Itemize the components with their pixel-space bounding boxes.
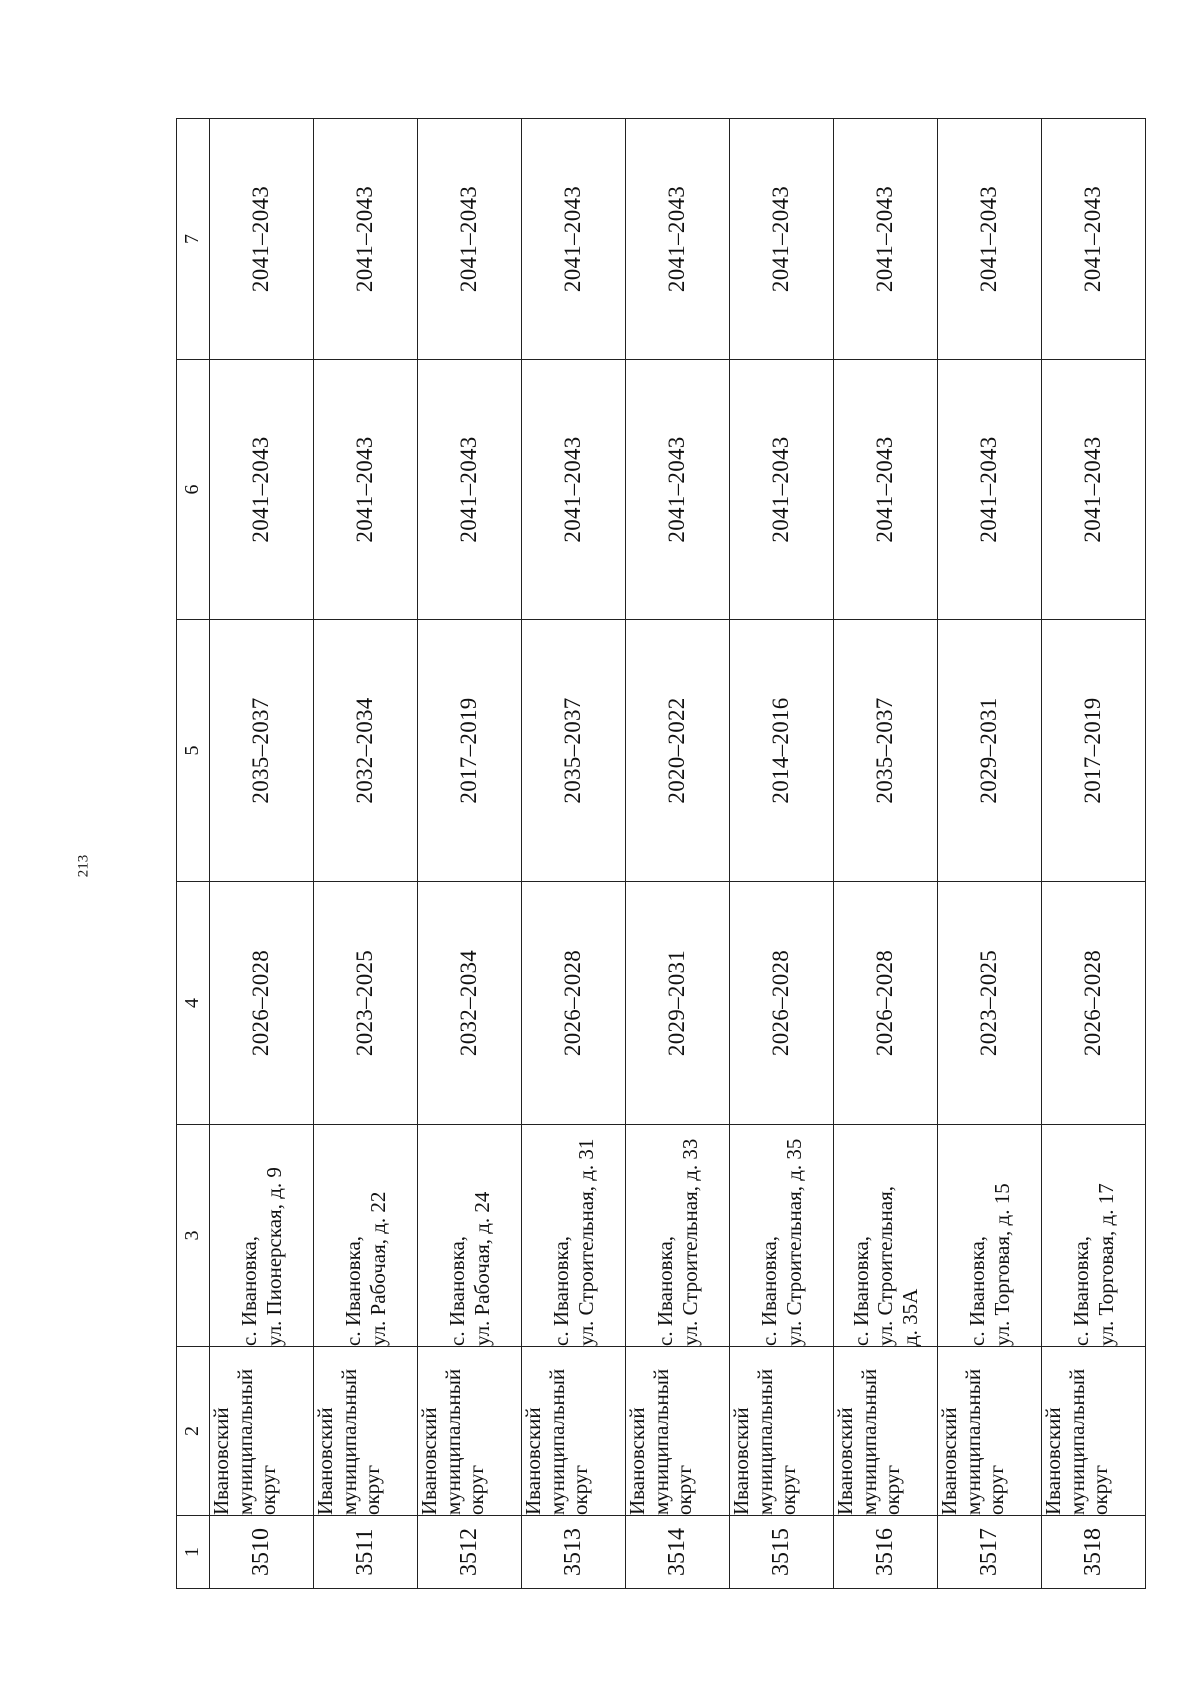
table-row: [834, 119, 938, 1589]
table-row: [1042, 119, 1146, 1589]
district-line: муниципальный: [336, 1368, 361, 1515]
period-cell: 2017–2019: [418, 620, 522, 882]
address-line: ул. Строительная,: [873, 1186, 898, 1346]
table-row: [314, 119, 418, 1589]
row-number: 3514: [626, 1516, 730, 1589]
row-number: 3510: [210, 1516, 314, 1589]
period-cell: 2041–2043: [522, 119, 626, 360]
period-cell: 2035–2037: [834, 620, 938, 882]
district-cell: [210, 1347, 314, 1516]
page-number: 213: [75, 854, 92, 878]
period-cell: 2041–2043: [938, 119, 1042, 360]
district-cell: [1042, 1347, 1146, 1516]
district-cell: [626, 1347, 730, 1516]
district-line: округ: [256, 1464, 281, 1515]
address-line: с. Ивановка,: [757, 1235, 782, 1346]
district-line: Ивановский: [1041, 1407, 1065, 1515]
address-line: с. Ивановка,: [1069, 1235, 1094, 1346]
district-cell: [730, 1347, 834, 1516]
district-line: округ: [360, 1464, 385, 1515]
row-number: 3512: [418, 1516, 522, 1589]
period-cell: 2041–2043: [522, 360, 626, 620]
column-header-5: 5: [177, 620, 210, 882]
district-line: Ивановский: [521, 1407, 545, 1515]
district-line: муниципальный: [856, 1368, 881, 1515]
address-line: ул. Строительная, д. 33: [677, 1138, 702, 1346]
address-line: ул. Рабочая, д. 22: [365, 1191, 390, 1346]
address-line: с. Ивановка,: [237, 1235, 262, 1346]
period-cell: 2026–2028: [522, 882, 626, 1125]
district-line: округ: [568, 1464, 593, 1515]
address-line: с. Ивановка,: [341, 1235, 366, 1346]
period-cell: 2041–2043: [626, 360, 730, 620]
address-cell: [834, 1125, 938, 1347]
district-line: Ивановский: [209, 1407, 233, 1515]
column-header-6: 6: [177, 360, 210, 620]
period-cell: 2029–2031: [626, 882, 730, 1125]
district-cell: [938, 1347, 1042, 1516]
address-line: с. Ивановка,: [849, 1235, 874, 1346]
period-cell: 2026–2028: [1042, 882, 1146, 1125]
period-cell: 2041–2043: [834, 360, 938, 620]
period-cell: 2041–2043: [626, 119, 730, 360]
district-line: округ: [464, 1464, 489, 1515]
period-cell: 2041–2043: [730, 360, 834, 620]
address-cell: [418, 1125, 522, 1347]
row-number: 3516: [834, 1516, 938, 1589]
district-line: округ: [672, 1464, 697, 1515]
district-line: Ивановский: [833, 1407, 857, 1515]
table-row: [938, 119, 1042, 1589]
period-cell: 2017–2019: [1042, 620, 1146, 882]
address-cell: [938, 1125, 1042, 1347]
period-cell: 2041–2043: [938, 360, 1042, 620]
period-cell: 2041–2043: [1042, 360, 1146, 620]
period-cell: 2041–2043: [1042, 119, 1146, 360]
district-line: округ: [984, 1464, 1009, 1515]
table-row: [730, 119, 834, 1589]
address-line: ул. Торговая, д. 17: [1093, 1183, 1118, 1346]
district-line: муниципальный: [440, 1368, 465, 1515]
district-line: муниципальный: [752, 1368, 777, 1515]
period-cell: 2041–2043: [210, 119, 314, 360]
address-line: с. Ивановка,: [965, 1235, 990, 1346]
header-row: [177, 119, 210, 1589]
register-table: [176, 118, 1146, 1589]
row-number: 3513: [522, 1516, 626, 1589]
period-cell: 2041–2043: [418, 119, 522, 360]
table-container: [176, 119, 1144, 1589]
column-header-3: 3: [177, 1125, 210, 1347]
table-body: [210, 119, 1146, 1589]
row-number: 3517: [938, 1516, 1042, 1589]
district-line: округ: [880, 1464, 905, 1515]
district-line: муниципальный: [544, 1368, 569, 1515]
address-line: ул. Рабочая, д. 24: [469, 1191, 494, 1346]
district-line: Ивановский: [625, 1407, 649, 1515]
district-line: муниципальный: [960, 1368, 985, 1515]
district-line: Ивановский: [937, 1407, 961, 1515]
period-cell: 2026–2028: [834, 882, 938, 1125]
district-line: муниципальный: [1064, 1368, 1089, 1515]
period-cell: 2014–2016: [730, 620, 834, 882]
period-cell: 2026–2028: [730, 882, 834, 1125]
table-row: [626, 119, 730, 1589]
row-number: 3518: [1042, 1516, 1146, 1589]
address-cell: [1042, 1125, 1146, 1347]
period-cell: 2032–2034: [418, 882, 522, 1125]
period-cell: 2023–2025: [314, 882, 418, 1125]
period-cell: 2035–2037: [522, 620, 626, 882]
address-line: д. 35А: [897, 1288, 922, 1346]
district-line: округ: [776, 1464, 801, 1515]
address-line: ул. Торговая, д. 15: [989, 1183, 1014, 1346]
address-line: с. Ивановка,: [653, 1235, 678, 1346]
table-row: [210, 119, 314, 1589]
period-cell: 2029–2031: [938, 620, 1042, 882]
period-cell: 2041–2043: [834, 119, 938, 360]
column-header-4: 4: [177, 882, 210, 1125]
address-line: с. Ивановка,: [445, 1235, 470, 1346]
address-line: ул. Строительная, д. 35: [781, 1138, 806, 1346]
column-header-2: 2: [177, 1347, 210, 1516]
address-line: с. Ивановка,: [549, 1235, 574, 1346]
period-cell: 2041–2043: [730, 119, 834, 360]
column-header-1: 1: [177, 1516, 210, 1589]
table-row: [418, 119, 522, 1589]
district-line: муниципальный: [232, 1368, 257, 1515]
address-cell: [730, 1125, 834, 1347]
period-cell: 2041–2043: [314, 360, 418, 620]
period-cell: 2035–2037: [210, 620, 314, 882]
district-line: Ивановский: [729, 1407, 753, 1515]
district-cell: [522, 1347, 626, 1516]
period-cell: 2032–2034: [314, 620, 418, 882]
period-cell: 2020–2022: [626, 620, 730, 882]
district-line: Ивановский: [313, 1407, 337, 1515]
district-line: муниципальный: [648, 1368, 673, 1515]
address-cell: [626, 1125, 730, 1347]
period-cell: 2023–2025: [938, 882, 1042, 1125]
address-cell: [210, 1125, 314, 1347]
district-cell: [314, 1347, 418, 1516]
row-number: 3515: [730, 1516, 834, 1589]
period-cell: 2041–2043: [418, 360, 522, 620]
period-cell: 2041–2043: [210, 360, 314, 620]
district-cell: [418, 1347, 522, 1516]
period-cell: 2026–2028: [210, 882, 314, 1125]
district-cell: [834, 1347, 938, 1516]
address-cell: [314, 1125, 418, 1347]
column-header-7: 7: [177, 119, 210, 360]
address-cell: [522, 1125, 626, 1347]
period-cell: 2041–2043: [314, 119, 418, 360]
district-line: округ: [1088, 1464, 1113, 1515]
table-row: [522, 119, 626, 1589]
row-number: 3511: [314, 1516, 418, 1589]
address-line: ул. Пионерская, д. 9: [261, 1167, 286, 1346]
district-line: Ивановский: [417, 1407, 441, 1515]
address-line: ул. Строительная, д. 31: [573, 1138, 598, 1346]
